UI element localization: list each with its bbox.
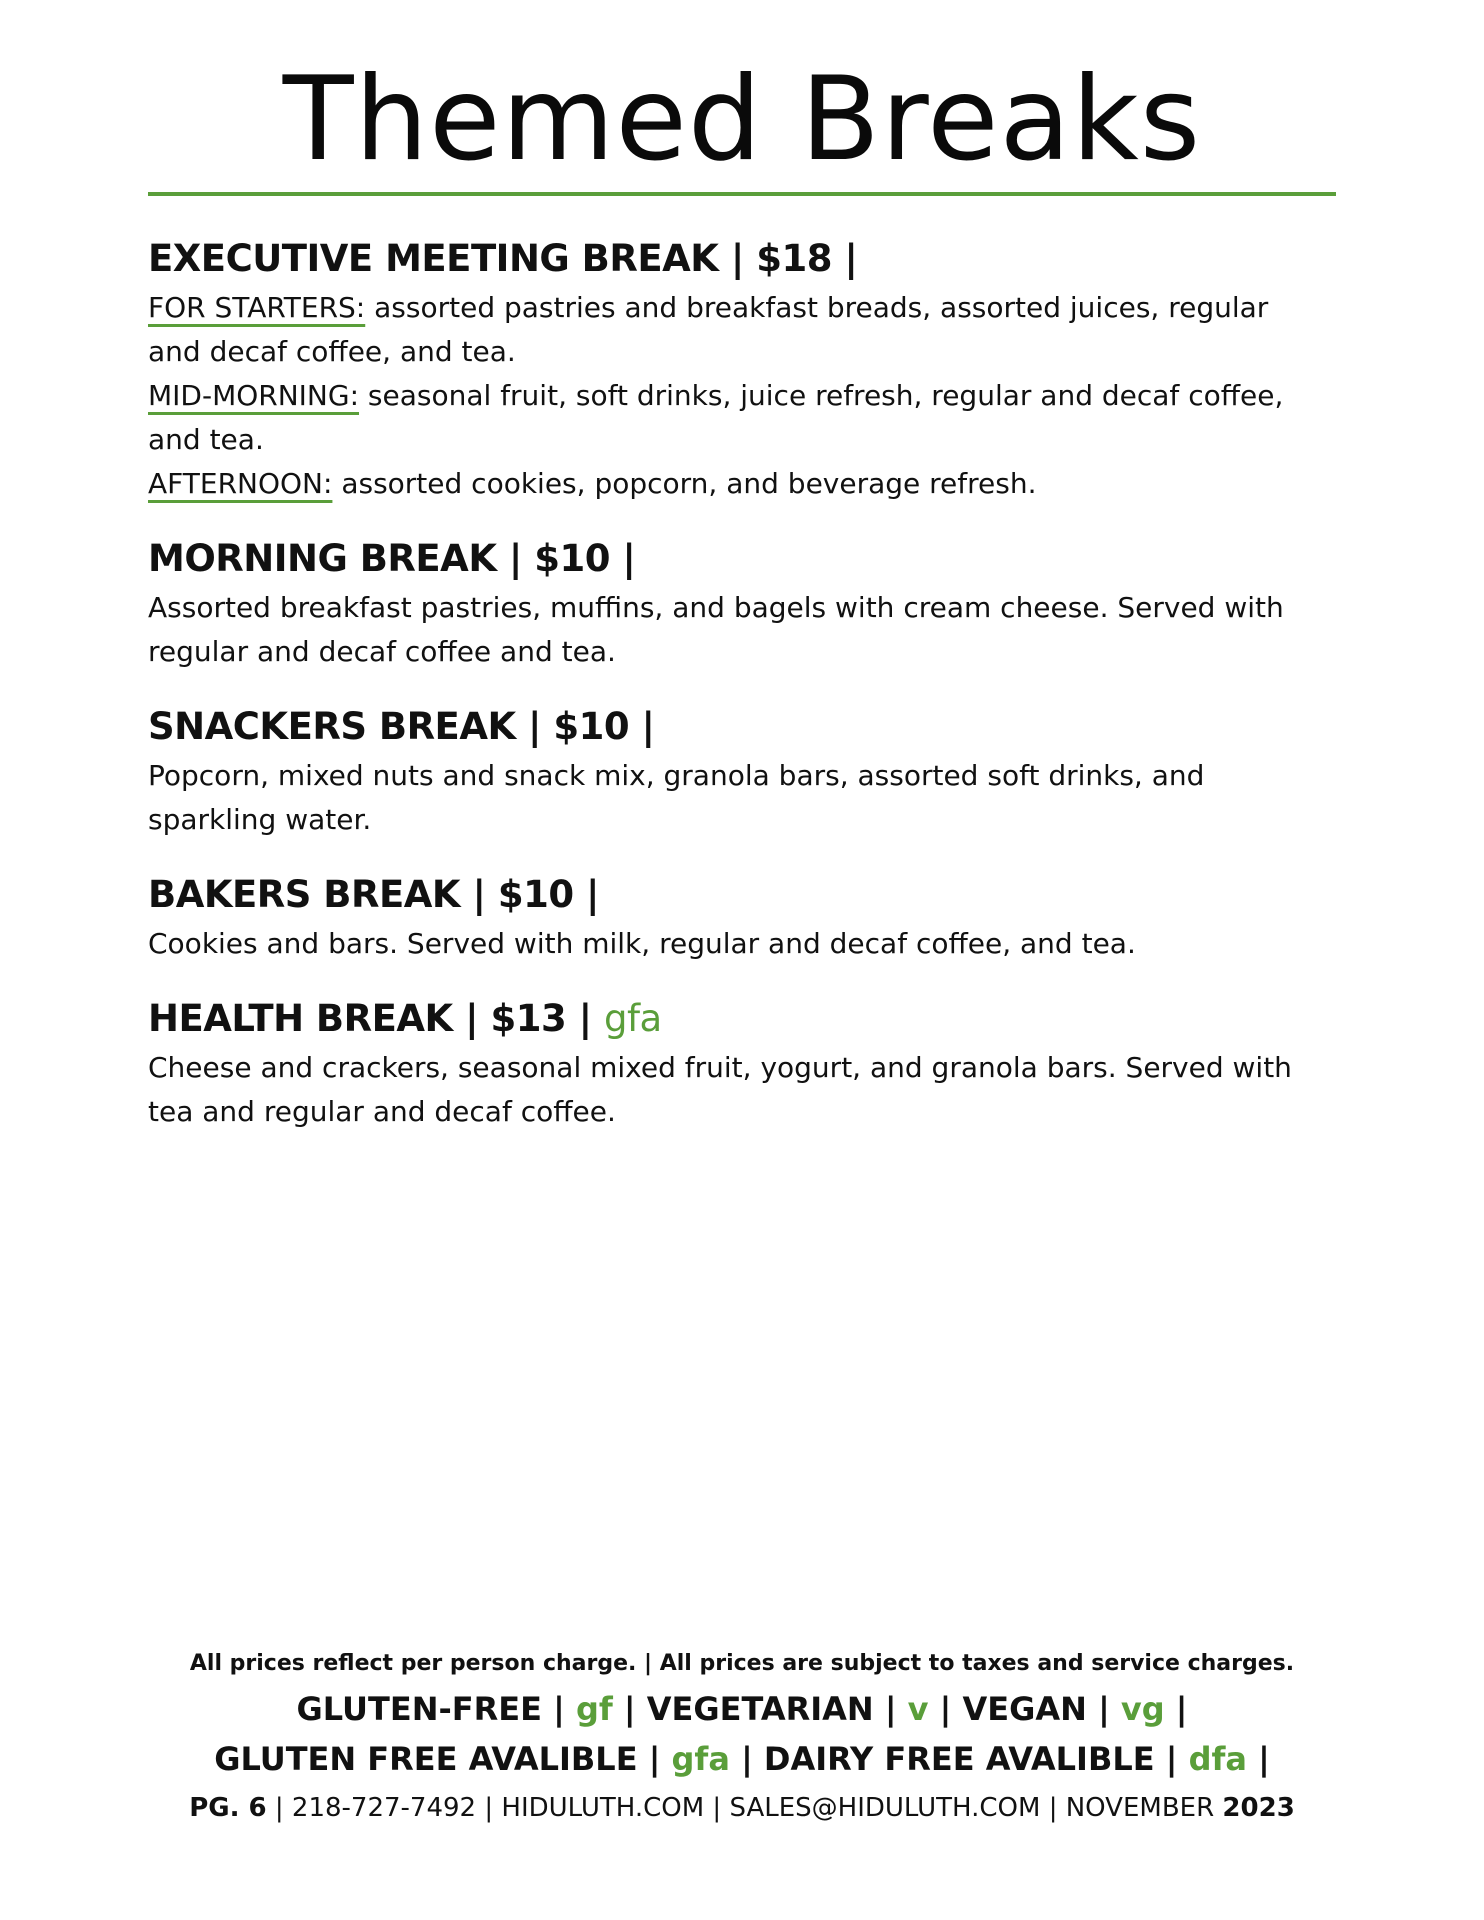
dietary-code: gf (575, 1690, 613, 1728)
afternoon-text: assorted cookies, popcorn, and beverage refresh. (332, 467, 1037, 500)
dietary-label: GLUTEN-FREE | (296, 1690, 576, 1728)
afternoon-label: AFTERNOON: (148, 467, 333, 500)
section-body: Cheese and crackers, seasonal mixed fruit, yogurt, and granola bars. Served with tea and regular and decaf coffee. (148, 1051, 1292, 1128)
dietary-label: | VEGAN | (928, 1690, 1121, 1728)
date-year: 2023 (1222, 1793, 1295, 1823)
section-health-break (148, 992, 1328, 1134)
dietary-label: | (1246, 1740, 1270, 1778)
dietary-legend-line-1 (100, 1684, 1384, 1734)
section-heading (148, 992, 1328, 1046)
dietary-code: vg (1120, 1690, 1165, 1728)
section-heading: BAKERS BREAK | $10 | (148, 873, 599, 916)
section-heading: MORNING BREAK | $10 | (148, 537, 636, 580)
price-note: All prices reflect per person charge. | All prices are subject to taxes and service charges. (189, 1651, 1295, 1676)
mid-morning-label: MID-MORNING: (148, 379, 360, 412)
section-bakers-break (148, 868, 1328, 966)
section-body: Cookies and bars. Served with milk, regular and decaf coffee, and tea. (148, 927, 1136, 960)
section-executive-meeting-break (148, 232, 1328, 506)
dietary-code: v (907, 1690, 929, 1728)
section-snackers-break (148, 700, 1328, 842)
menu-content (148, 232, 1328, 1160)
section-body (148, 462, 1328, 506)
section-body: Assorted breakfast pastries, muffins, and bagels with cream cheese. Served with regular and decaf coffee and tea. (148, 591, 1284, 668)
for-starters-label: FOR STARTERS: (148, 291, 366, 324)
section-heading-text: HEALTH BREAK | $13 | (148, 997, 592, 1040)
dietary-legend-line-2 (100, 1734, 1384, 1784)
contact-info: | 218-727-7492 | HIDULUTH.COM | SALES@HIDULUTH.COM | NOVEMBER (266, 1793, 1223, 1823)
section-heading: EXECUTIVE MEETING BREAK | $18 | (148, 237, 858, 280)
mid-morning-text: seasonal fruit, soft drinks, juice refresh, regular and decaf coffee, and tea. (148, 379, 1284, 456)
section-heading: SNACKERS BREAK | $10 | (148, 705, 655, 748)
dietary-label: | (1164, 1690, 1188, 1728)
page-number: PG. 6 (189, 1793, 267, 1823)
dietary-label: | DAIRY FREE AVALIBLE | (729, 1740, 1189, 1778)
for-starters-text: assorted pastries and breakfast breads, assorted juices, regular and decaf coffee, and tea. (148, 291, 1269, 368)
section-body (148, 286, 1328, 374)
dietary-tag: gfa (603, 997, 662, 1040)
page-title: Themed Breaks (282, 52, 1202, 187)
section-body: Popcorn, mixed nuts and snack mix, granola bars, assorted soft drinks, and sparkling water. (148, 759, 1205, 836)
dietary-code: dfa (1188, 1740, 1247, 1778)
contact-line (100, 1784, 1384, 1832)
footer (100, 1644, 1384, 1832)
section-morning-break (148, 532, 1328, 674)
dietary-label: GLUTEN FREE AVALIBLE | (214, 1740, 672, 1778)
dietary-code: gfa (671, 1740, 730, 1778)
dietary-label: | VEGETARIAN | (612, 1690, 908, 1728)
title-divider (148, 192, 1336, 196)
section-body (148, 374, 1328, 462)
